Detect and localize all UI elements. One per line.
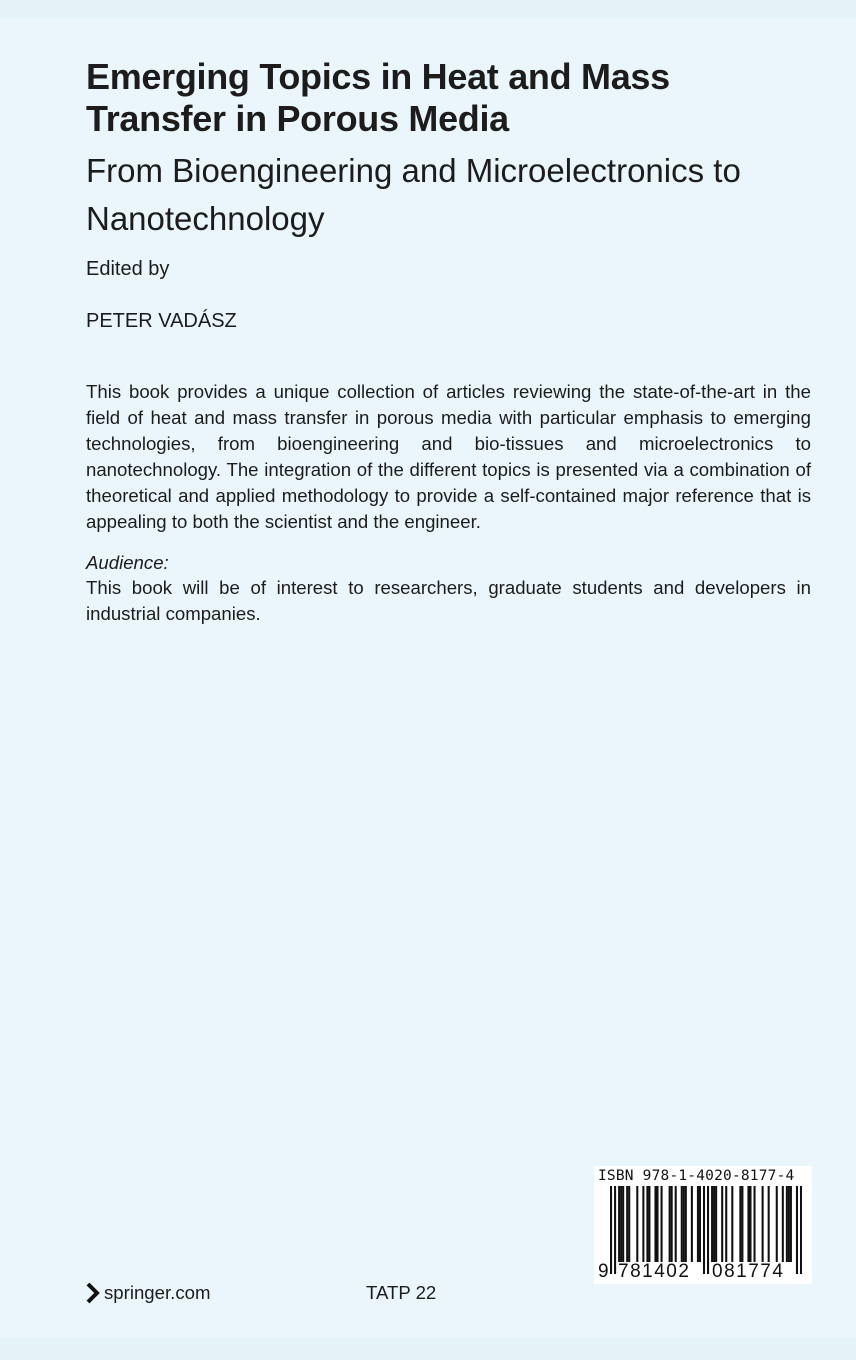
barcode-bar	[776, 1186, 778, 1262]
barcode-bar	[642, 1186, 644, 1262]
barcode-bar	[699, 1186, 701, 1262]
barcode-bar	[713, 1186, 715, 1262]
barcode-bar	[620, 1186, 622, 1262]
barcode-bar	[703, 1186, 705, 1274]
audience-label: Audience:	[86, 552, 169, 573]
barcode-bar	[681, 1186, 683, 1262]
barcode-bar	[622, 1186, 624, 1262]
barcode-bar	[656, 1186, 658, 1262]
book-description: This book provides a unique collection of articles reviewing the state-of-the-art in the field of heat and mass transfer in porous media with particular emphasis to emerging technologies, from bioengineering and bio-tissues and microelectronics to nanotechnology. The integration of the different topics is presented via a combination of theoretical and applied methodology to provide a self-contained major reference that is appealing to both the scientist and the engineer.	[86, 381, 811, 532]
barcode-bar	[671, 1186, 673, 1262]
barcode-bar	[675, 1186, 677, 1262]
barcode-bar	[741, 1186, 743, 1262]
barcode-left-digits: 781402	[618, 1261, 691, 1282]
barcode-bar	[646, 1186, 648, 1262]
barcode-bar	[610, 1186, 612, 1274]
barcode-bar	[731, 1186, 733, 1262]
barcode-bar	[747, 1186, 749, 1262]
barcode-bar	[654, 1186, 656, 1262]
barcode-bar	[768, 1186, 770, 1262]
barcode-bar	[697, 1186, 699, 1262]
barcode-bar	[711, 1186, 713, 1262]
chevron-right-icon	[86, 1282, 100, 1304]
barcode-bar	[749, 1186, 751, 1262]
barcode-first-digit: 9	[598, 1261, 609, 1282]
barcode-bar	[669, 1186, 671, 1262]
barcode-bar	[618, 1186, 620, 1262]
barcode-bar	[800, 1186, 802, 1274]
editor-name: PETER VADÁSZ	[86, 310, 237, 332]
barcode-bar	[683, 1186, 685, 1262]
barcode-bar	[782, 1186, 784, 1262]
barcode-bar	[707, 1186, 709, 1274]
isbn-barcode	[594, 1166, 812, 1284]
barcode-bar	[636, 1186, 638, 1262]
barcode-right-digits: 081774	[712, 1261, 785, 1282]
barcode-bar	[628, 1186, 630, 1262]
edited-by-label: Edited by	[86, 258, 170, 280]
barcode-bar	[685, 1186, 687, 1262]
barcode-bar	[753, 1186, 755, 1262]
barcode-bar	[721, 1186, 723, 1262]
barcode-bar	[786, 1186, 788, 1262]
publisher-website[interactable]: springer.com	[104, 1282, 211, 1303]
book-subtitle: From Bioengineering and Microelectronics to Nanotechnology	[86, 152, 741, 237]
barcode-bar	[614, 1186, 616, 1274]
barcode-bar	[725, 1186, 727, 1262]
book-title: Emerging Topics in Heat and Mass Transfer in Porous Media	[86, 56, 670, 139]
series-code: TATP 22	[366, 1282, 437, 1303]
barcode-bar	[691, 1186, 693, 1262]
isbn-label: ISBN 978-1-4020-8177-4	[598, 1168, 795, 1184]
barcode-bar	[796, 1186, 798, 1274]
barcode-bar	[661, 1186, 663, 1262]
publisher-link[interactable]	[86, 1281, 210, 1305]
audience-text: This book will be of interest to researchers, graduate students and developers in industrial companies.	[86, 577, 811, 624]
back-cover	[0, 18, 856, 1338]
barcode-bar	[739, 1186, 741, 1262]
barcode-bar	[648, 1186, 650, 1262]
barcode-bar	[762, 1186, 764, 1262]
barcode-bar	[790, 1186, 792, 1262]
barcode-bar	[715, 1186, 717, 1262]
barcode-bar	[626, 1186, 628, 1262]
barcode-bar	[788, 1186, 790, 1262]
